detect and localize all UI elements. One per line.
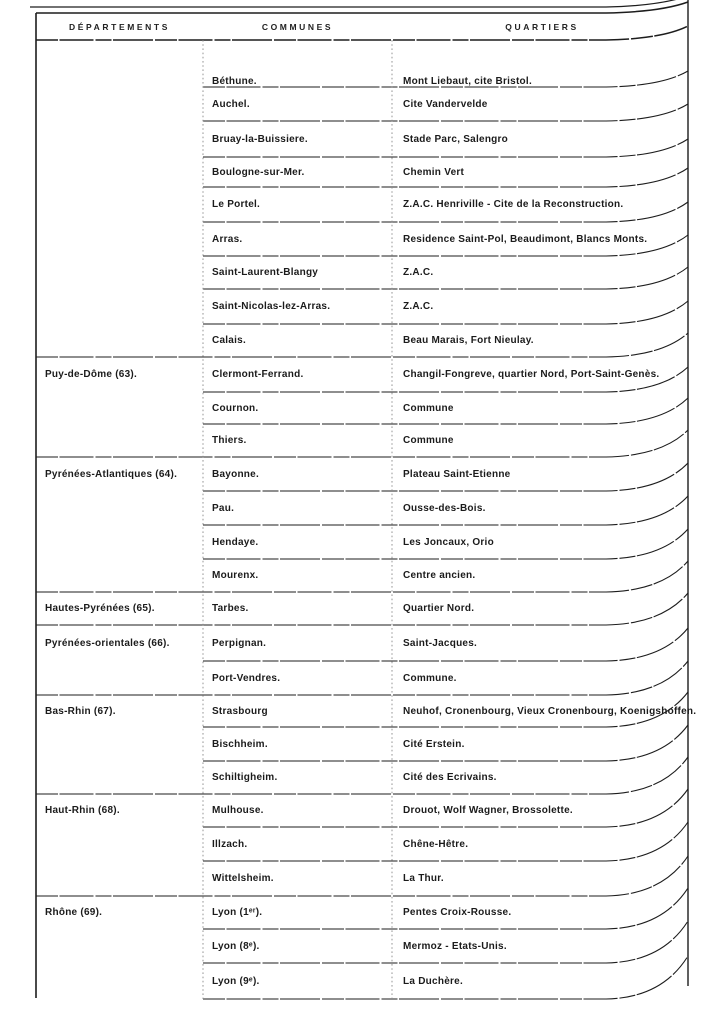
- commune-cell: Clermont-Ferrand.: [212, 369, 304, 380]
- commune-cell: Saint-Nicolas-lez-Arras.: [212, 301, 331, 312]
- quartier-cell: Residence Saint-Pol, Beaudimont, Blancs Monts.: [403, 233, 648, 245]
- quartier-cell: Changil-Fongreve, quartier Nord, Port-Saint-Genès.: [403, 369, 660, 380]
- department-cell: Pyrénées-orientales (66).: [45, 637, 170, 649]
- quartier-cell: Saint-Jacques.: [403, 637, 478, 649]
- quartier-cell: Les Joncaux, Orio: [403, 536, 494, 548]
- commune-cell: Wittelsheim.: [212, 873, 274, 884]
- commune-cell: Hendaye.: [212, 536, 259, 548]
- commune-cell: Pau.: [212, 502, 235, 514]
- quartier-cell: Centre ancien.: [403, 570, 476, 581]
- quartier-cell: Quartier Nord.: [403, 603, 475, 614]
- department-cell: Pyrénées-Atlantiques (64).: [45, 468, 178, 480]
- commune-cell: Tarbes.: [212, 603, 249, 614]
- column-header-communes: COMMUNES: [261, 21, 334, 32]
- quartier-cell: Plateau Saint-Etienne: [403, 468, 511, 480]
- quartier-cell: Cite Vandervelde: [403, 98, 488, 110]
- quartier-cell: Stade Parc, Salengro: [403, 133, 509, 145]
- quartier-cell: Drouot, Wolf Wagner, Brossolette.: [403, 805, 573, 816]
- quartier-cell: Cité des Ecrivains.: [403, 772, 497, 783]
- commune-cell: Auchel.: [212, 98, 250, 110]
- column-header-quartiers: QUARTIERS: [505, 21, 579, 32]
- commune-cell: Le Portel.: [212, 199, 261, 210]
- commune-cell: Calais.: [212, 335, 246, 346]
- commune-cell: Saint-Laurent-Blangy: [212, 267, 319, 278]
- department-cell: Hautes-Pyrénées (65).: [45, 603, 155, 614]
- commune-cell: Schiltigheim.: [212, 772, 278, 783]
- department-cell: Bas-Rhin (67).: [45, 705, 116, 717]
- commune-cell: Bayonne.: [212, 468, 260, 480]
- commune-cell: Bruay-la-Buissiere.: [212, 133, 308, 145]
- quartier-cell: Mont Liebaut, cite Bristol.: [403, 76, 532, 87]
- commune-cell: Arras.: [212, 233, 243, 245]
- commune-cell: Port-Vendres.: [212, 672, 281, 684]
- quartier-cell: Chêne-Hêtre.: [403, 838, 469, 850]
- quartier-cell: Mermoz - Etats-Unis.: [403, 940, 507, 952]
- quartier-cell: Cité Erstein.: [403, 738, 465, 750]
- commune-cell: Mourenx.: [212, 570, 259, 581]
- quartier-cell: Neuhof, Cronenbourg, Vieux Cronenbourg, Koenigshoffen.: [403, 705, 697, 717]
- department-cell: Rhône (69).: [45, 907, 103, 918]
- quartier-cell: Beau Marais, Fort Nieulay.: [403, 335, 534, 346]
- department-cell: Puy-de-Dôme (63).: [45, 369, 138, 380]
- quartier-cell: La Duchère.: [403, 975, 463, 987]
- quartier-cell: La Thur.: [403, 873, 444, 884]
- commune-cell: Lyon (9ᵉ).: [212, 975, 260, 987]
- commune-cell: Lyon (8ᵉ).: [212, 940, 260, 952]
- quartier-cell: Commune: [403, 402, 454, 414]
- commune-cell: Thiers.: [212, 435, 247, 446]
- quartier-cell: Z.A.C. Henriville - Cite de la Reconstruction.: [403, 199, 624, 210]
- commune-cell: Perpignan.: [212, 637, 267, 649]
- commune-cell: Cournon.: [212, 402, 259, 414]
- commune-cell: Strasbourg: [212, 705, 268, 717]
- commune-cell: Lyon (1ᵉʳ).: [212, 907, 263, 918]
- quartier-cell: Ousse-des-Bois.: [403, 502, 486, 514]
- commune-cell: Illzach.: [212, 838, 248, 850]
- quartier-cell: Z.A.C.: [403, 267, 434, 278]
- department-cell: Haut-Rhin (68).: [45, 805, 120, 816]
- quartier-cell: Pentes Croix-Rousse.: [403, 907, 512, 918]
- quartier-cell: Commune: [403, 435, 454, 446]
- quartier-cell: Chemin Vert: [403, 166, 465, 178]
- commune-cell: Mulhouse.: [212, 805, 264, 816]
- column-header-departements: DÉPARTEMENTS: [69, 21, 170, 32]
- commune-cell: Boulogne-sur-Mer.: [212, 166, 305, 178]
- quartier-cell: Commune.: [403, 672, 457, 684]
- commune-cell: Béthune.: [212, 76, 257, 87]
- commune-cell: Bischheim.: [212, 738, 268, 750]
- quartier-cell: Z.A.C.: [403, 301, 434, 312]
